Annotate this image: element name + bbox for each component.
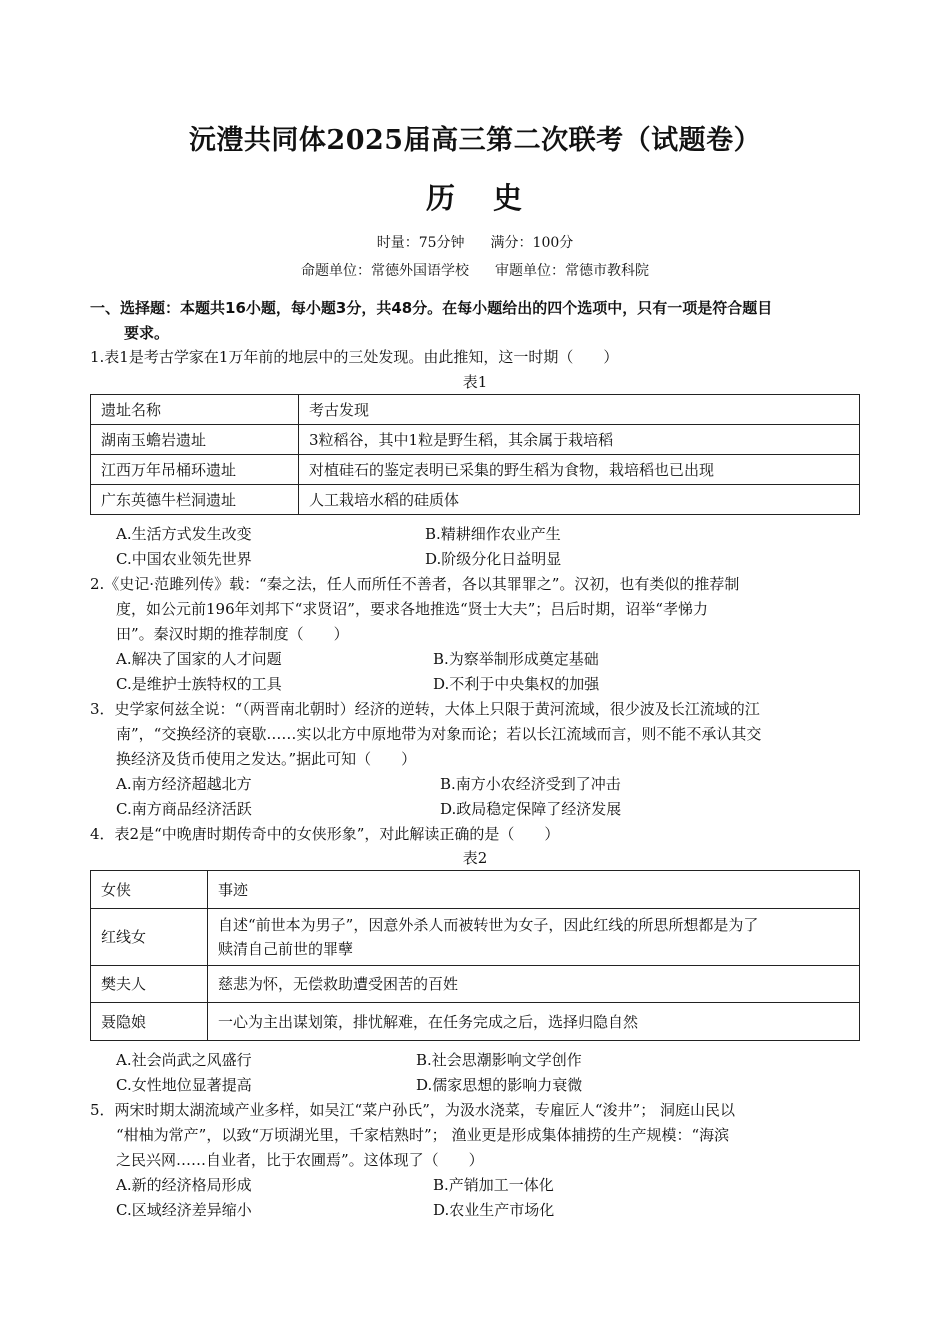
table-cell: 湖南玉蟾岩遗址 bbox=[91, 425, 299, 455]
table-header-cell: 事迹 bbox=[208, 871, 860, 909]
table1-caption: 表1 bbox=[462, 373, 488, 391]
q2-line-3: 田”。秦汉时期的推荐制度（ ） bbox=[116, 625, 349, 643]
q4-stem: 4．表2是“中晚唐时期传奇中的女侠形象”，对此解读正确的是（ ） bbox=[90, 825, 560, 843]
q2-line-1: 2.《史记·范雎列传》载：“秦之法，任人而所任不善者，各以其罪罪之”。汉初，也有类似的推荐制 bbox=[90, 575, 740, 593]
table-row bbox=[91, 1003, 860, 1041]
setter-unit: 命题单位：常德外国语学校 bbox=[301, 263, 469, 279]
exam-full-score: 满分：100分 bbox=[490, 235, 574, 251]
q5-line-2: “柑柚为常产”，以致“万顷湖光里，千家桔熟时”； 渔业更是形成集体捕捞的生产规模：“海滨 bbox=[116, 1126, 730, 1144]
table-2 bbox=[90, 870, 860, 1041]
q2-option-c: C.是维护士族特权的工具 bbox=[116, 675, 282, 693]
table-header-cell: 考古发现 bbox=[299, 395, 860, 425]
q2-line-2: 度，如公元前196年刘邦下“求贤诏”，要求各地推选“贤士大夫”；吕后时期，诏举“孝悌力 bbox=[116, 600, 708, 618]
reviewer-unit: 审题单位：常德市教科院 bbox=[495, 263, 649, 279]
table-cell: 对植硅石的鉴定表明已采集的野生稻为食物，栽培稻也已出现 bbox=[299, 455, 860, 485]
q1-stem: 1.表1是考古学家在1万年前的地层中的三处发现。由此推知，这一时期（ ） bbox=[90, 348, 619, 366]
exam-meta-units bbox=[0, 260, 950, 280]
table-cell-multiline bbox=[208, 909, 860, 966]
q5-option-b: B.产销加工一体化 bbox=[433, 1176, 554, 1194]
q3-line-1: 3．史学家何兹全说：“（两晋南北朝时）经济的逆转，大体上只限于黄河流域，很少波及长江流域的江 bbox=[90, 700, 760, 718]
q1-option-a: A.生活方式发生改变 bbox=[116, 525, 252, 543]
table-cell: 江西万年吊桶环遗址 bbox=[91, 455, 299, 485]
table-cell: 一心为主出谋划策，排忧解难，在任务完成之后，选择归隐自然 bbox=[208, 1003, 860, 1041]
table-cell: 慈悲为怀，无偿救助遭受困苦的百姓 bbox=[208, 966, 860, 1003]
q2-option-d: D.不利于中央集权的加强 bbox=[433, 675, 600, 693]
q3-option-c: C.南方商品经济活跃 bbox=[116, 800, 252, 818]
table2-caption: 表2 bbox=[462, 849, 488, 867]
table-cell: 红线女 bbox=[91, 909, 208, 966]
section-heading bbox=[90, 296, 870, 346]
q2-option-b: B.为察举制形成奠定基础 bbox=[433, 650, 599, 668]
q4-option-d: D.儒家思想的影响力衰微 bbox=[416, 1076, 583, 1094]
q4-option-b: B.社会思潮影响文学创作 bbox=[416, 1051, 582, 1069]
table-row bbox=[91, 395, 860, 425]
table-cell: 樊夫人 bbox=[91, 966, 208, 1003]
table-row bbox=[91, 485, 860, 515]
table-cell: 聂隐娘 bbox=[91, 1003, 208, 1041]
table-cell: 广东英德牛栏洞遗址 bbox=[91, 485, 299, 515]
table-row bbox=[91, 871, 860, 909]
q5-line-1: 5．两宋时期太湖流域产业多样，如吴江“菜户孙氏”，为汲水浇菜，专雇匠人“浚井”； 洞庭山民以 bbox=[90, 1101, 735, 1119]
table-cell-line: 赎清自己前世的罪孽 bbox=[218, 940, 354, 958]
q3-option-b: B.南方小农经济受到了冲击 bbox=[440, 775, 621, 793]
q5-line-3: 之民兴网……自业者，比于农圃焉”。这体现了（ ） bbox=[116, 1151, 484, 1169]
exam-meta-time-score bbox=[0, 232, 950, 252]
section-heading-line-2: 要求。 bbox=[124, 324, 170, 342]
table-header-cell: 遗址名称 bbox=[91, 395, 299, 425]
q3-line-2: 南”，“交换经济的衰歇……实以北方中原地带为对象而论；若以长江流域而言，则不能不承认其交 bbox=[116, 725, 762, 743]
table-row bbox=[91, 909, 860, 966]
table-cell-line: 自述“前世本为男子”，因意外杀人而被转世为女子，因此红线的所思所想都是为了 bbox=[218, 916, 759, 934]
table-header-cell: 女侠 bbox=[91, 871, 208, 909]
q5-option-a: A.新的经济格局形成 bbox=[116, 1176, 252, 1194]
exam-duration: 时量：75分钟 bbox=[376, 235, 465, 251]
q5-option-c: C.区域经济差异缩小 bbox=[116, 1201, 252, 1219]
q5-option-d: D.农业生产市场化 bbox=[433, 1201, 555, 1219]
q3-option-d: D.政局稳定保障了经济发展 bbox=[440, 800, 622, 818]
q4-option-a: A.社会尚武之风盛行 bbox=[116, 1051, 252, 1069]
q4-option-c: C.女性地位显著提高 bbox=[116, 1076, 252, 1094]
section-heading-line-1: 一、选择题：本题共16小题，每小题3分，共48分。在每小题给出的四个选项中，只有一项是符合题目 bbox=[90, 299, 773, 317]
q2-option-a: A.解决了国家的人才问题 bbox=[116, 650, 282, 668]
table-row bbox=[91, 455, 860, 485]
subject-char-2: 史 bbox=[493, 181, 525, 215]
subject-char-1: 历 bbox=[425, 181, 457, 215]
q1-option-c: C.中国农业领先世界 bbox=[116, 550, 252, 568]
q1-option-b: B.精耕细作农业产生 bbox=[425, 525, 561, 543]
table-cell: 人工栽培水稻的硅质体 bbox=[299, 485, 860, 515]
table-1 bbox=[90, 394, 860, 515]
table-cell: 3粒稻谷，其中1粒是野生稻，其余属于栽培稻 bbox=[299, 425, 860, 455]
exam-title: 沅澧共同体2025届高三第二次联考（试题卷） bbox=[188, 125, 762, 156]
q3-option-a: A.南方经济超越北方 bbox=[116, 775, 252, 793]
q3-line-3: 换经济及货币使用之发达。”据此可知（ ） bbox=[116, 750, 417, 768]
table-row bbox=[91, 966, 860, 1003]
table-row bbox=[91, 425, 860, 455]
subject-title bbox=[0, 176, 950, 217]
q1-option-d: D.阶级分化日益明显 bbox=[425, 550, 562, 568]
